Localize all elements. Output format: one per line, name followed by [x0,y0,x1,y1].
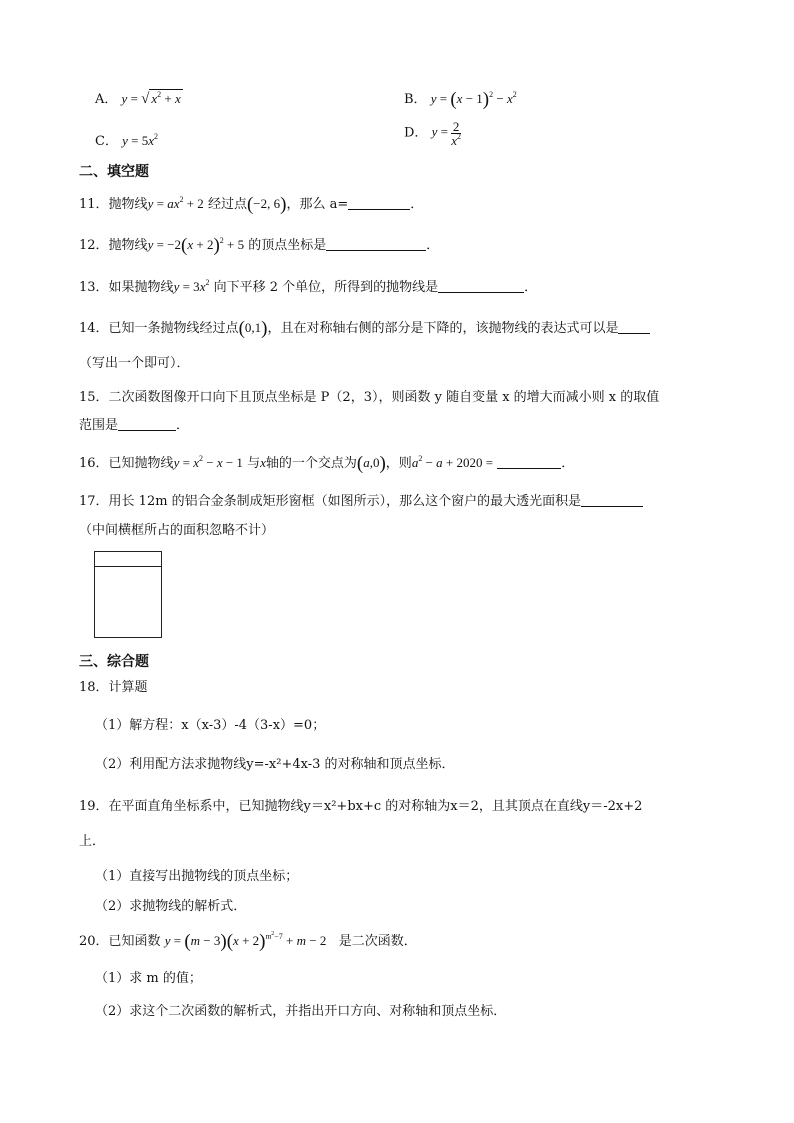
question-19-part2: （2）求抛物线的解析式． [95,899,247,914]
question-20-part1: （1）求 m 的值； [95,971,202,986]
formula-q16: $y = x^2 - x - 1$ [173,454,243,470]
section-heading-comprehensive: 三、综合题 [79,654,149,670]
question-19-line2: 上． [79,834,106,849]
question-14: 14．已知一条抛物线经过点(0,1)，且在对称轴右侧的部分是下降的，该抛物线的表达式可以是 [79,317,650,340]
answer-blank[interactable] [348,197,410,210]
question-18: 18．计算题 [79,680,148,695]
formula-c: $y = 5x^2$ [122,132,158,148]
answer-blank[interactable] [118,418,176,431]
question-20: 20．已知函数 $y = (m - 3)(x + 2)^{m^2-7} + m - 2$ 是二次函数． [79,931,417,952]
choice-c: C． $y = 5x^2$ [95,132,158,149]
choice-a: A． y = √ $x^2 + x$ [95,90,181,107]
question-19-part1: （1）直接写出抛物线的顶点坐标； [95,869,299,884]
point-q14: (0,1) [238,318,268,339]
formula-b: $y = (x - 1)^2 - x^2$ [430,89,517,110]
formula-q12: $y = -2(x + 2)^2 + 5$ [147,235,245,256]
question-12: 12．抛物线$y = -2(x + 2)^2 + 5$ 的顶点坐标是 ． [79,235,440,256]
formula-q13: $y = 3x^2$ [173,278,210,294]
section-heading-fill-blank: 二、填空题 [79,164,149,180]
formula-d: y = $\frac{2}{x^2}$ [431,119,461,148]
question-15-line2: 范围是 ． [79,418,190,433]
formula-q20: $y = (m - 3)(x + 2)^{m^2-7} + m - 2$ [164,931,327,952]
point-q11: (−2, 6) [246,194,287,215]
choice-b: B． $y = (x - 1)^2 - x^2$ [404,89,517,110]
window-frame-crossbar [95,566,161,567]
choice-d: D． y = $\frac{2}{x^2}$ [404,119,461,148]
question-18-part1: （1）解方程：x（x-3）-4（3-x）=0； [95,718,326,733]
expression-q16: $a^2 - a + 2020$ = [411,454,494,470]
formula-q11: $y = ax^2 + 2$ [147,195,204,211]
answer-blank[interactable] [326,238,426,251]
answer-blank[interactable] [438,280,524,293]
question-14-line2: （写出一个即可）． [79,356,190,371]
window-frame-figure [94,551,162,638]
question-20-part2: （2）求这个二次函数的解析式，并指出开口方向、对称轴和顶点坐标． [95,1004,507,1019]
answer-blank[interactable] [497,456,561,469]
answer-blank[interactable] [581,494,643,507]
formula-a: y = √ $x^2 + x$ [121,90,181,107]
answer-blank[interactable] [618,321,650,334]
point-q16: (a,0) [356,453,386,474]
question-17-line2: （中间横框所占的面积忽略不计） [79,523,275,538]
question-17: 17．用长 12m 的铝合金条制成矩形窗框（如图所示），那么这个窗户的最大透光面积是 [79,490,643,509]
question-11: 11．抛物线$y = ax^2 + 2$ 经过点(−2, 6)，那么 a= ． [79,194,424,215]
variable-x: x [260,455,266,470]
question-13: 13．如果抛物线$y = 3x^2$ 向下平移 2 个单位，所得到的抛物线是 ． [79,278,538,295]
question-18-part2: （2）利用配方法求抛物线y=-x²+4x-3 的对称轴和顶点坐标． [95,757,455,772]
question-16: 16．已知抛物线$y = x^2 - x - 1$ 与x轴的一个交点为(a,0)，则$a^2 - a + 2020$ = ． [79,453,575,474]
question-19: 19．在平面直角坐标系中，已知抛物线y＝x²+bx+c 的对称轴为x＝2，且其顶点在直线y＝-2x+2 [79,799,643,814]
question-15: 15．二次函数图像开口向下且顶点坐标是 P（2，3），则函数 y 随自变量 x 的增大而减小则 x 的取值 [79,390,660,405]
